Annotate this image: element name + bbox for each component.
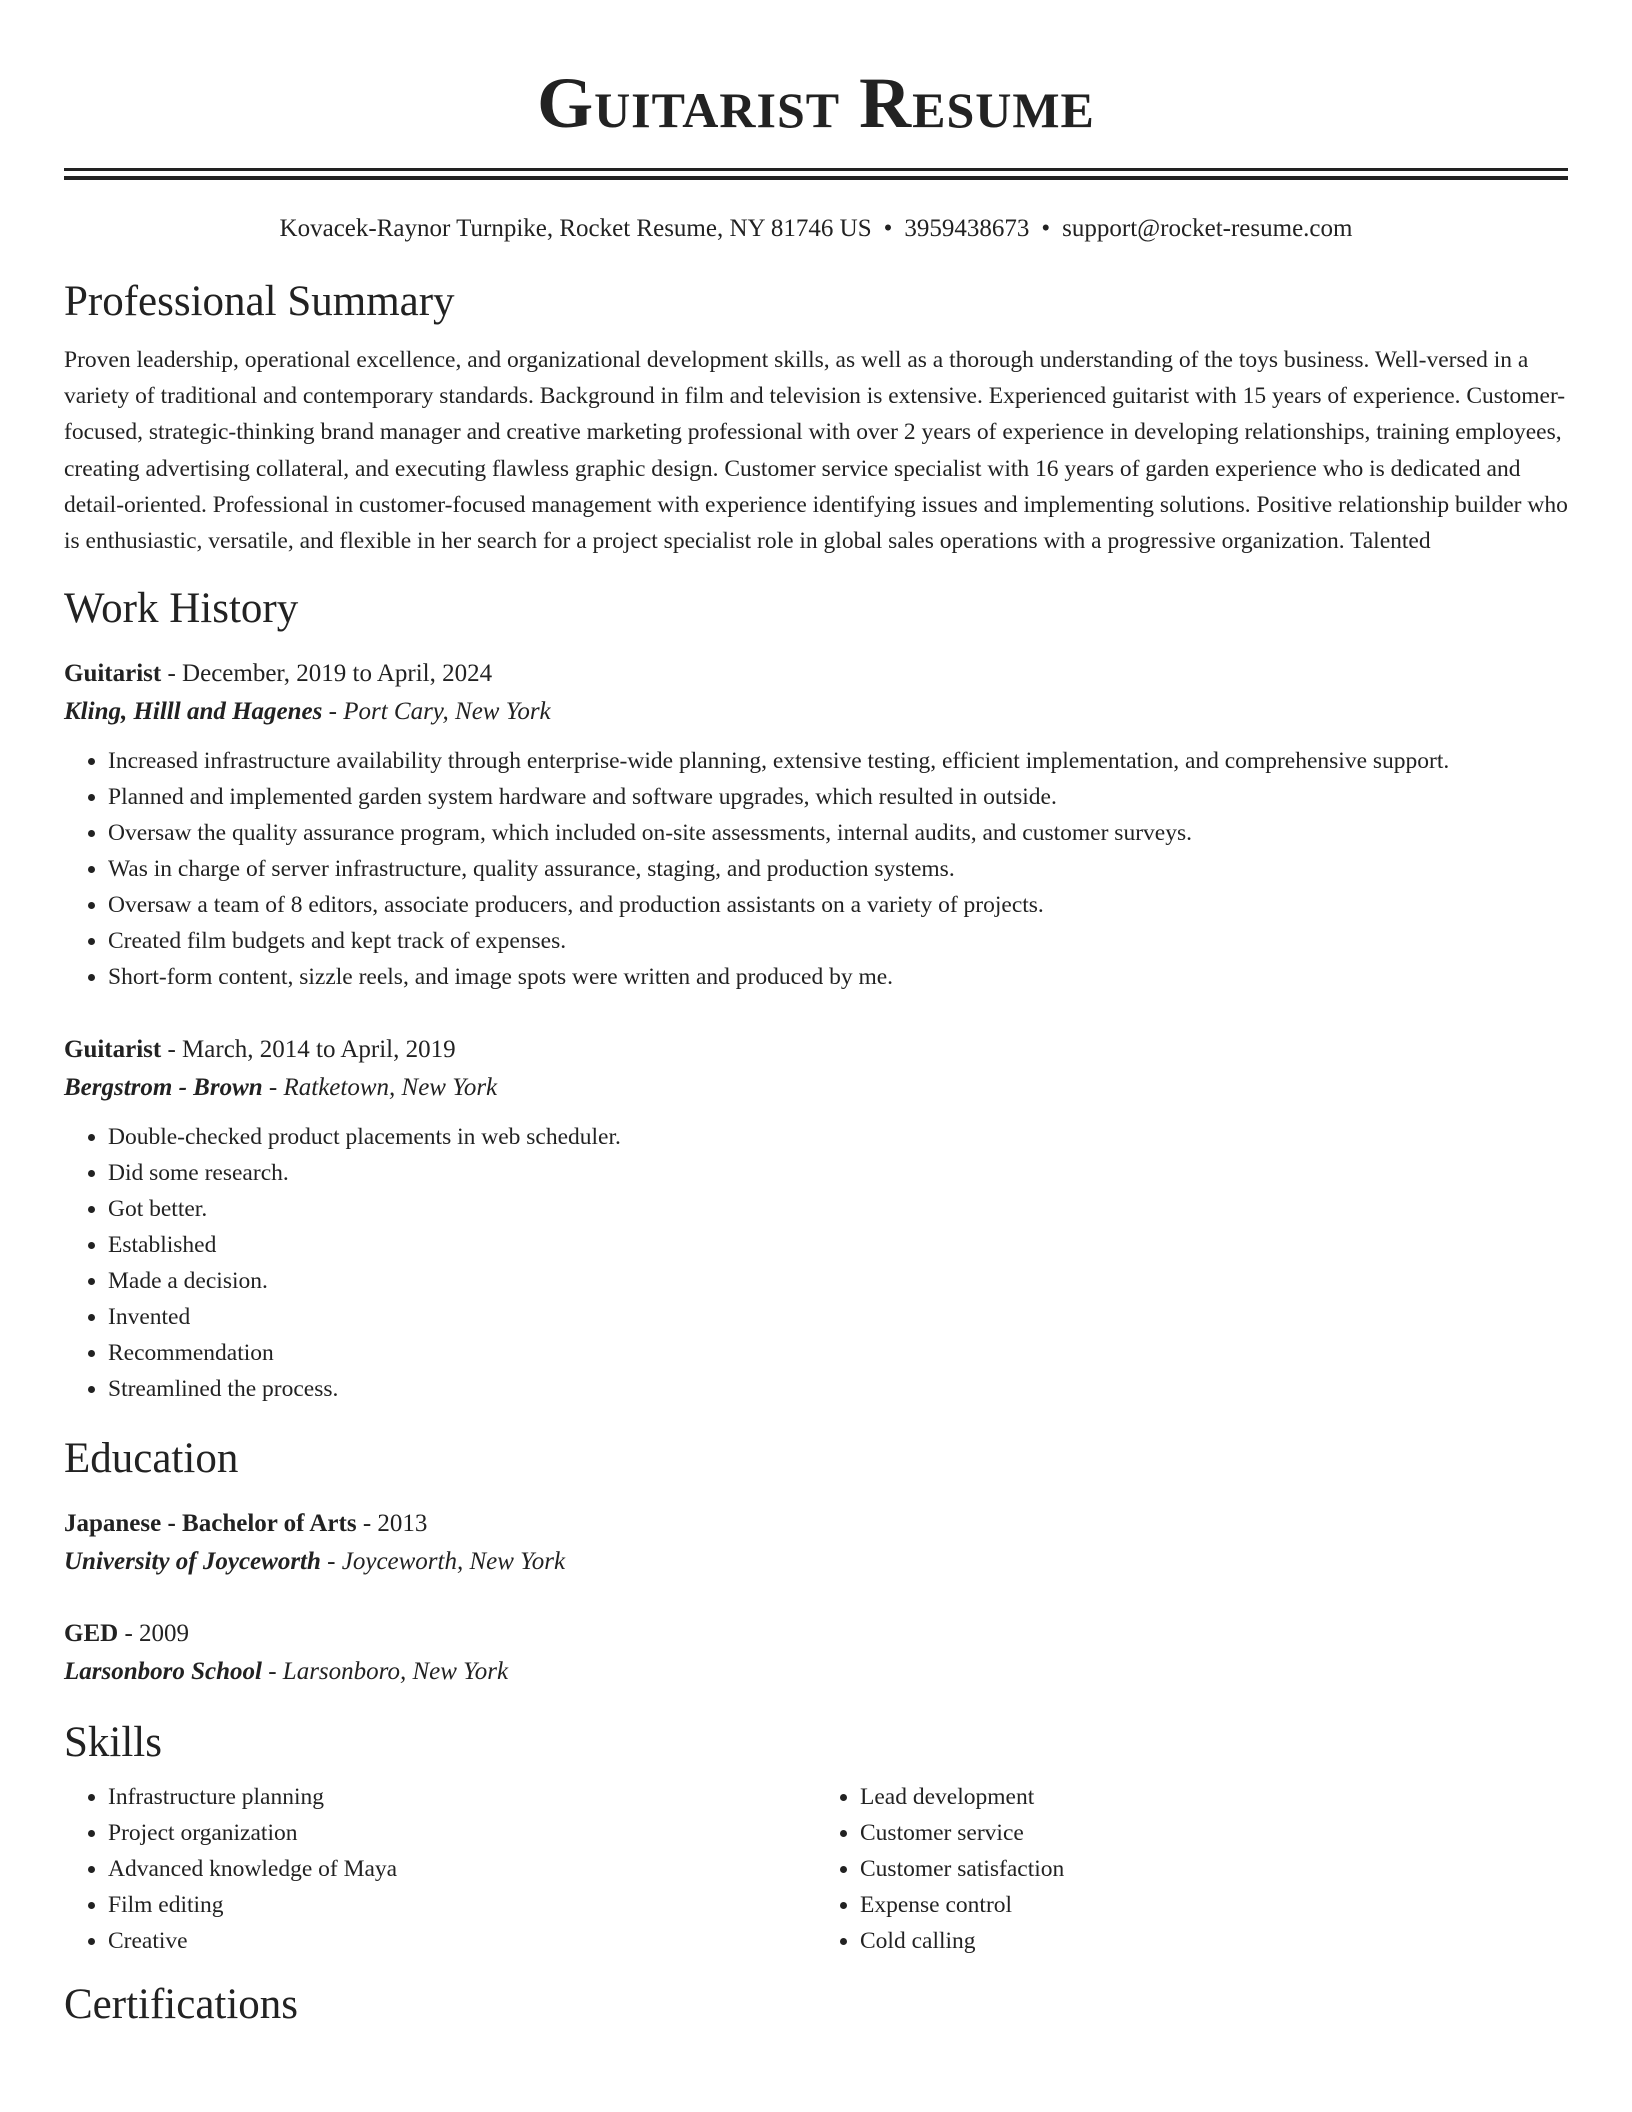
list-item: • Cold calling bbox=[860, 1923, 1568, 1959]
skills-heading: Skills bbox=[64, 1719, 162, 1767]
resume-title: Guitarist Resume bbox=[537, 63, 1095, 143]
list-item: • Established bbox=[108, 1227, 1568, 1263]
list-item: • Recommendation bbox=[108, 1335, 1568, 1371]
degree: Japanese - Bachelor of Arts bbox=[64, 1510, 357, 1538]
list-item: • Project organization bbox=[108, 1815, 816, 1851]
job-bullets bbox=[64, 743, 1568, 995]
job-dates: - December, 2019 to April, 2024 bbox=[161, 660, 493, 688]
contact-email: support@rocket-resume.com bbox=[1062, 215, 1353, 242]
degree-line bbox=[64, 1615, 1568, 1653]
job-entry bbox=[64, 655, 1568, 995]
list-item: • Short-form content, sizzle reels, and image spots were written and produced by me. bbox=[108, 959, 1568, 995]
job-title: Guitarist bbox=[64, 660, 162, 688]
school-location: - Joyceworth, New York bbox=[320, 1548, 566, 1576]
list-item: • Planned and implemented garden system hardware and software upgrades, which resulted in outside. bbox=[108, 779, 1568, 815]
list-item: • Double-checked product placements in web scheduler. bbox=[108, 1119, 1568, 1155]
job-company: Kling, Hilll and Hagenes bbox=[64, 698, 323, 726]
list-item: • Got better. bbox=[108, 1191, 1568, 1227]
contact-line bbox=[64, 212, 1568, 246]
school-name: University of Joyceworth bbox=[64, 1548, 321, 1576]
list-item: • Oversaw a team of 8 editors, associate producers, and production assistants on a variety of projects. bbox=[108, 887, 1568, 923]
resume-page bbox=[64, 0, 1568, 2033]
job-location: - Port Cary, New York bbox=[322, 698, 551, 726]
list-item: • Expense control bbox=[860, 1887, 1568, 1923]
list-item: • Infrastructure planning bbox=[108, 1779, 816, 1815]
contact-separator: • bbox=[1041, 215, 1051, 242]
contact-separator: • bbox=[883, 215, 893, 242]
list-item: • Was in charge of server infrastructure, quality assurance, staging, and production systems. bbox=[108, 851, 1568, 887]
job-title: Guitarist bbox=[64, 1036, 162, 1064]
job-location: - Ratketown, New York bbox=[262, 1074, 498, 1102]
job-title-line bbox=[64, 1031, 1568, 1069]
education-heading: Education bbox=[64, 1435, 239, 1483]
graduation-year: - 2013 bbox=[356, 1510, 428, 1538]
contact-address: Kovacek-Raynor Turnpike, Rocket Resume, NY 81746 US bbox=[279, 215, 872, 242]
list-item: • Lead development bbox=[860, 1779, 1568, 1815]
list-item: • Streamlined the process. bbox=[108, 1371, 1568, 1407]
school-line bbox=[64, 1543, 1568, 1581]
job-title-line bbox=[64, 655, 1568, 693]
job-entry bbox=[64, 1031, 1568, 1407]
list-item: • Created film budgets and kept track of expenses. bbox=[108, 923, 1568, 959]
summary-text: Proven leadership, operational excellence, and organizational development skills, as well as a thorough understanding of the toys business. Well-versed in a variety of traditional and contemporary standards. Background in film and television is extensive. Experienced guitarist with 15 years of experience. Customer-focused, strategic-thinking brand manager and creative marketing professional with over 2 years of experience in developing relationships, training employees, creating advertising collateral, and executing flawless graphic design. Customer service specialist with 16 years of garden experience who is dedicated and detail-oriented. Professional in customer-focused management with experience identifying issues and implementing solutions. Positive relationship builder who is enthusiastic, versatile, and flexible in her search for a project specialist role in global sales operations with a progressive organization. Talented bbox=[64, 347, 1568, 555]
education-entry bbox=[64, 1505, 1568, 1581]
education-entry bbox=[64, 1615, 1568, 1691]
school-location: - Larsonboro, New York bbox=[261, 1658, 509, 1686]
list-item: • Did some research. bbox=[108, 1155, 1568, 1191]
degree: GED bbox=[64, 1620, 119, 1648]
list-item: • Film editing bbox=[108, 1887, 816, 1923]
title-divider bbox=[64, 168, 1568, 180]
skills-left-list bbox=[64, 1779, 816, 1959]
list-item: • Invented bbox=[108, 1299, 1568, 1335]
graduation-year: - 2009 bbox=[118, 1620, 190, 1648]
list-item: • Customer service bbox=[860, 1815, 1568, 1851]
job-bullets bbox=[64, 1119, 1568, 1407]
certifications-heading: Certifications bbox=[64, 1981, 299, 2029]
list-item: • Customer satisfaction bbox=[860, 1851, 1568, 1887]
list-item: • Oversaw the quality assurance program, which included on-site assessments, internal audits, and customer surveys. bbox=[108, 815, 1568, 851]
summary-heading: Professional Summary bbox=[64, 278, 455, 325]
degree-line bbox=[64, 1505, 1568, 1543]
list-item: • Creative bbox=[108, 1923, 816, 1959]
school-line bbox=[64, 1653, 1568, 1691]
skills-right-list bbox=[816, 1779, 1568, 1959]
contact-phone: 3959438673 bbox=[904, 215, 1030, 242]
job-company-line bbox=[64, 1069, 1568, 1107]
list-item: • Increased infrastructure availability through enterprise-wide planning, extensive testing, efficient implementation, and comprehensive support. bbox=[108, 743, 1568, 779]
job-company-line bbox=[64, 693, 1568, 731]
school-name: Larsonboro School bbox=[64, 1658, 262, 1686]
job-company: Bergstrom - Brown bbox=[64, 1074, 263, 1102]
job-dates: - March, 2014 to April, 2019 bbox=[161, 1036, 456, 1064]
list-item: • Advanced knowledge of Maya bbox=[108, 1851, 816, 1887]
skills-columns bbox=[64, 1779, 1568, 1959]
work-history-heading: Work History bbox=[64, 585, 299, 633]
list-item: • Made a decision. bbox=[108, 1263, 1568, 1299]
